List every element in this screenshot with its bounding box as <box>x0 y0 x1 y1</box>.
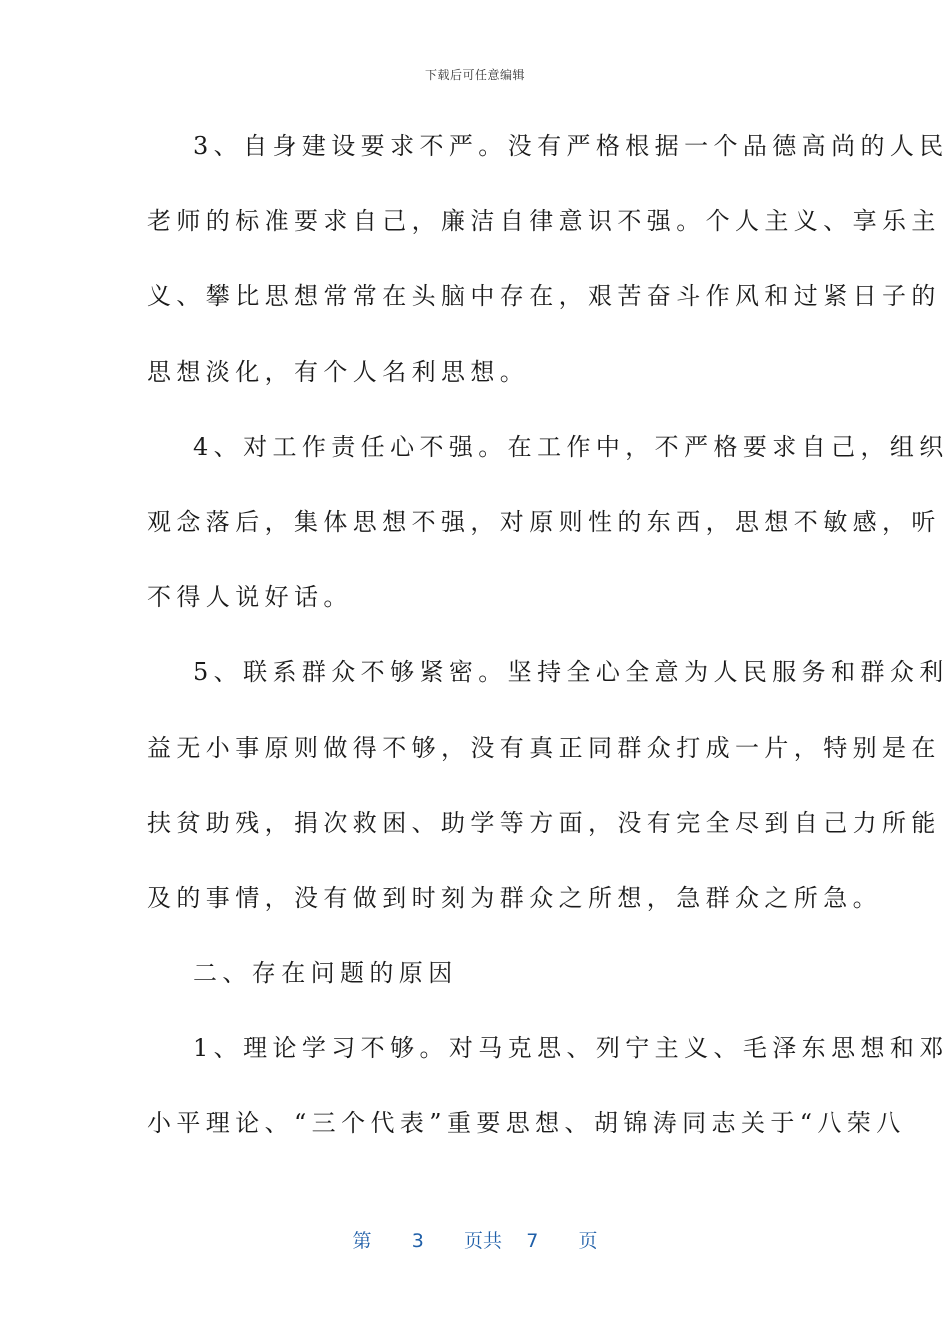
footer-label-ye-gong: 页共 <box>464 1230 503 1252</box>
text-line: 观念落后，集体思想不强，对原则性的东西，思想不敏感，听 <box>147 507 941 536</box>
text-line: 4、对工作责任心不强。在工作中，不严格要求自己，组织 <box>193 432 949 461</box>
text-line: 益无小事原则做得不够，没有真正同群众打成一片，特别是在 <box>147 733 941 762</box>
current-page-number: 3 <box>411 1230 424 1252</box>
text-line: 小平理论、“三个代表”重要思想、胡锦涛同志关于“八荣八 <box>147 1109 906 1138</box>
section-heading: 二、存在问题的原因 <box>193 959 458 988</box>
text-line: 及的事情，没有做到时刻为群众之所想，急群众之所急。 <box>147 883 882 912</box>
document-body <box>147 118 949 1171</box>
text-line: 义、攀比思想常常在头脑中存在，艰苦奋斗作风和过紧日子的 <box>147 282 941 311</box>
text-line: 不得人说好话。 <box>147 583 353 612</box>
text-line: 5、联系群众不够紧密。坚持全心全意为人民服务和群众利 <box>193 658 949 687</box>
total-pages-number: 7 <box>526 1230 539 1252</box>
page-header-note: 下载后可任意编辑 <box>424 68 525 82</box>
footer-label-ye: 页 <box>578 1230 598 1252</box>
text-line: 扶贫助残，捐次救困、助学等方面，没有完全尽到自己力所能 <box>147 808 941 837</box>
footer-label-di: 第 <box>352 1230 372 1252</box>
text-line: 思想淡化，有个人名利思想。 <box>147 357 530 386</box>
text-line: 1、理论学习不够。对马克思、列宁主义、毛泽东思想和邓 <box>193 1034 949 1063</box>
text-line: 3、自身建设要求不严。没有严格根据一个品德高尚的人民 <box>193 132 949 160</box>
page-number-footer <box>0 1226 950 1253</box>
text-line: 老师的标准要求自己，廉洁自律意识不强。个人主义、享乐主 <box>147 207 941 236</box>
